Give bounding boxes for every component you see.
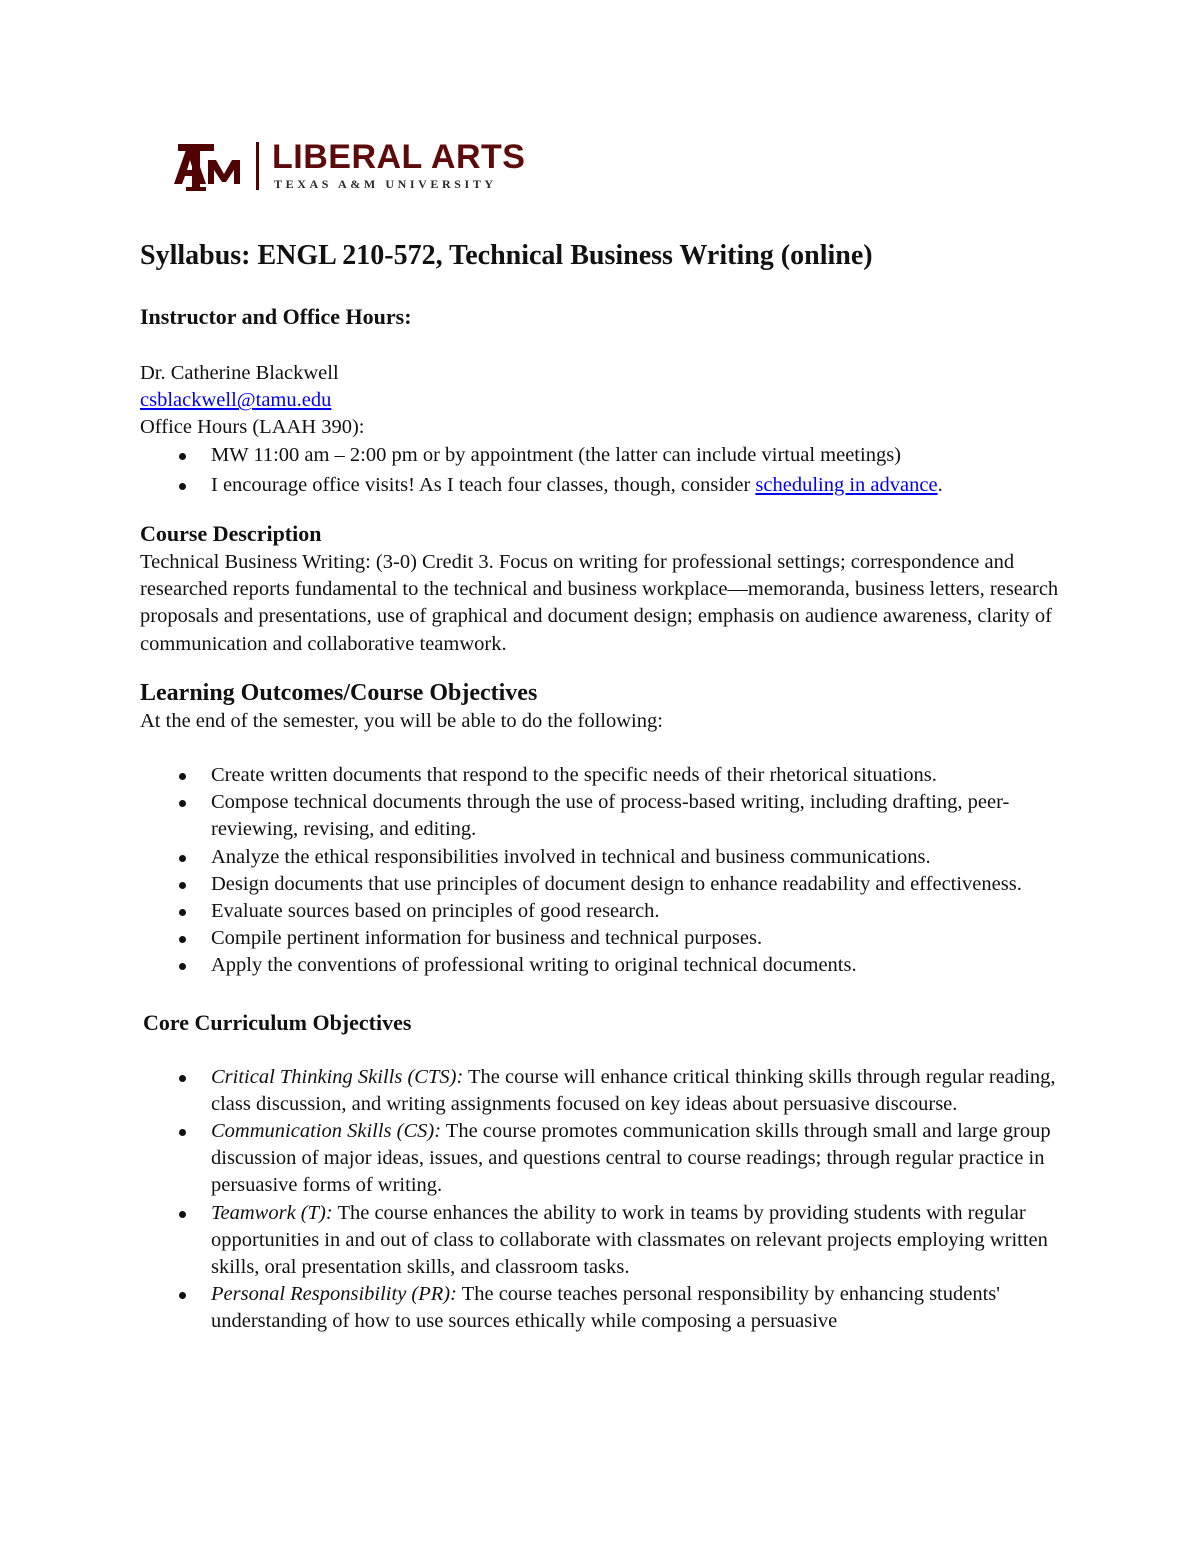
list-item: Critical Thinking Skills (CTS): The course will enhance critical thinking skills through regular reading, class discussion, and writing assignments focused on key ideas about persuasive discourse. — [211, 1064, 1070, 1118]
list-item: Create written documents that respond to the specific needs of their rhetorical situations. — [211, 762, 1070, 789]
list-item: I encourage office visits! As I teach four classes, though, consider scheduling in advance. — [211, 472, 1070, 499]
core-curriculum-list — [140, 1064, 1070, 1336]
bullet-icon — [179, 1075, 186, 1082]
list-item: Personal Responsibility (PR): The course teaches personal responsibility by enhancing students' understanding of how to use sources ethically while composing a persuasive — [211, 1281, 1070, 1335]
bullet-icon — [179, 855, 186, 862]
bullet-icon — [179, 453, 186, 460]
office-hours-list — [140, 442, 1070, 499]
logo-subtitle: TEXAS A&M UNIVERSITY — [274, 177, 497, 191]
course-description-heading: Course Description — [140, 521, 322, 547]
list-item: Communication Skills (CS): The course promotes communication skills through small and large group discussion of major ideas, issues, and questions central to course readings; through regular practice in persuasive forms of writing. — [211, 1118, 1070, 1200]
bullet-icon — [179, 1129, 186, 1136]
atm-logo-mark-icon — [172, 140, 244, 194]
learning-outcomes-list — [140, 762, 1070, 980]
syllabus-content — [140, 236, 1070, 1336]
list-item: MW 11:00 am – 2:00 pm or by appointment (the latter can include virtual meetings) — [211, 442, 1070, 469]
scheduling-link[interactable]: scheduling in advance — [755, 473, 938, 496]
list-item: Teamwork (T): The course enhances the ability to work in teams by providing students with regular opportunities in and out of class to collaborate with classmates on relevant projects employing written skills, oral presentation skills, and classroom tasks. — [211, 1200, 1070, 1282]
list-item: Design documents that use principles of document design to enhance readability and effectiveness. — [211, 871, 1070, 898]
list-item: Compose technical documents through the use of process-based writing, including drafting, peer-reviewing, revising, and editing. — [211, 789, 1070, 843]
bullet-icon — [179, 1211, 186, 1218]
core-curriculum-heading: Core Curriculum Objectives — [143, 1009, 412, 1035]
bullet-icon — [179, 1292, 186, 1299]
learning-outcomes-heading: Learning Outcomes/Course Objectives — [140, 679, 538, 706]
list-item: Analyze the ethical responsibilities involved in technical and business communications. — [211, 844, 1070, 871]
list-item: Evaluate sources based on principles of good research. — [211, 898, 1070, 925]
instructor-email-link[interactable]: csblackwell@tamu.edu — [140, 389, 332, 412]
learning-outcomes-intro: At the end of the semester, you will be able to do the following: — [140, 709, 663, 732]
bullet-icon — [179, 483, 186, 490]
bullet-icon — [179, 936, 186, 943]
bullet-icon — [179, 909, 186, 916]
bullet-icon — [179, 773, 186, 780]
course-description-text: Technical Business Writing: (3-0) Credit 3. Focus on writing for professional settings; correspondence and researched reports fundamental to the technical and business workplace—memoranda, business letters, research proposals and presentations, use of graphical and document design; emphasis on audience awareness, clarity of communication and collaborative teamwork. — [140, 551, 1059, 655]
logo-title: LIBERAL ARTS — [272, 138, 526, 176]
instructor-name: Dr. Catherine Blackwell — [140, 362, 339, 384]
page-title: Syllabus: ENGL 210-572, Technical Business Writing (online) — [140, 240, 873, 271]
list-item: Compile pertinent information for business and technical purposes. — [211, 925, 1070, 952]
instructor-heading: Instructor and Office Hours: — [140, 304, 412, 329]
liberal-arts-logo — [172, 138, 526, 196]
logo-divider — [256, 142, 259, 190]
list-item: Apply the conventions of professional writing to original technical documents. — [211, 952, 1070, 979]
bullet-icon — [179, 882, 186, 889]
bullet-icon — [179, 963, 186, 970]
bullet-icon — [179, 800, 186, 807]
office-hours-label: Office Hours (LAAH 390): — [140, 416, 365, 439]
